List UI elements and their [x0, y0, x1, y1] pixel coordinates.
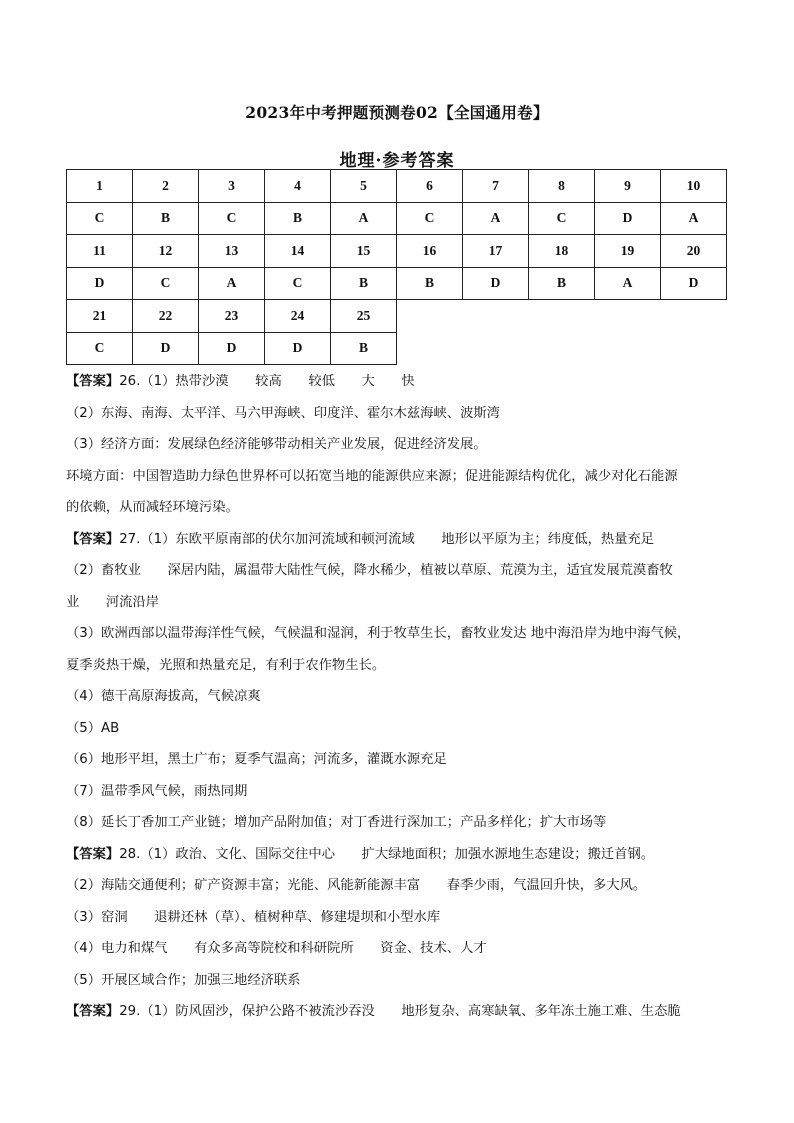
question-number-cell: 8 [529, 170, 595, 203]
answer-text: （6）地形平坦，黑土广布；夏季气温高；河流多，灌溉水源充足 [66, 752, 447, 767]
question-number-cell [397, 300, 463, 333]
answer-cell: B [331, 332, 397, 365]
answer-text: （3）经济方面：发展绿色经济能够带动相关产业发展，促进经济发展。 [66, 437, 487, 452]
question-number-cell: 14 [265, 235, 331, 268]
answer-cell [463, 332, 529, 365]
answer-tag: 【答案】 [66, 846, 120, 862]
question-number-cell [529, 300, 595, 333]
answer-text: （8）延长丁香加工产业链；增加产品附加值；对丁香进行深加工；产品多样化；扩大市场等 [66, 815, 607, 830]
answer-cell: D [265, 332, 331, 365]
answer-text: （4）德干高原海拔高，气候凉爽 [66, 689, 261, 704]
question-number-cell: 1 [67, 170, 133, 203]
answer-text: （2）畜牧业 深居内陆，属温带大陆性气候，降水稀少，植被以草原、荒漠为主，适宜发展荒漠畜牧 [66, 563, 673, 578]
answer-line [66, 618, 736, 650]
answer-cell: D [661, 267, 727, 300]
question-number-cell: 20 [661, 235, 727, 268]
answer-line [66, 366, 736, 398]
question-number-cell [661, 300, 727, 333]
question-number-cell: 12 [133, 235, 199, 268]
question-number-cell: 19 [595, 235, 661, 268]
answer-cell: A [331, 202, 397, 235]
answer-table [66, 169, 727, 365]
answer-text: 业 河流沿岸 [66, 594, 160, 610]
question-number-row [67, 170, 727, 203]
answer-cell: A [199, 267, 265, 300]
answer-line [66, 870, 736, 902]
answer-cell [661, 332, 727, 365]
answer-cell: D [67, 267, 133, 300]
answer-tag: 【答案】 [66, 531, 120, 547]
answer-cell: A [595, 267, 661, 300]
answer-row [67, 202, 727, 235]
answer-cell: D [595, 202, 661, 235]
answer-cell: A [463, 202, 529, 235]
answer-cell: C [529, 202, 595, 235]
answer-line [66, 839, 736, 871]
question-number-row [67, 235, 727, 268]
answer-line [66, 776, 736, 808]
answer-cell [595, 332, 661, 365]
question-number-cell: 6 [397, 170, 463, 203]
answer-text: 26.（1）热带沙漠 较高 较低 大 快 [119, 374, 415, 389]
question-number-cell: 11 [67, 235, 133, 268]
answer-cell: A [661, 202, 727, 235]
answer-cell [397, 332, 463, 365]
answer-row [67, 267, 727, 300]
answer-text: 27.（1）东欧平原南部的伏尔加河流域和顿河流域 地形以平原为主；纬度低，热量充足 [119, 531, 655, 547]
answer-cell: C [67, 332, 133, 365]
question-number-cell: 10 [661, 170, 727, 203]
question-number-cell: 23 [199, 300, 265, 333]
answer-text: （4）电力和煤气 有众多高等院校和科研院所 资金、技术、人才 [66, 941, 487, 956]
answer-cell: D [133, 332, 199, 365]
answer-line [66, 461, 736, 493]
answer-line [66, 587, 736, 619]
answer-cell: D [463, 267, 529, 300]
answer-line [66, 398, 736, 430]
answer-line [66, 933, 736, 965]
question-number-cell: 7 [463, 170, 529, 203]
answer-cell: C [199, 202, 265, 235]
page-title: 2023年中考押题预测卷02【全国通用卷】 [245, 103, 549, 122]
answer-cell: C [133, 267, 199, 300]
answer-text: 29.（1）防风固沙，保护公路不被流沙吞没 地形复杂、高寒缺氧、多年冻土施工难、生态脆 [119, 1004, 681, 1019]
answer-line [66, 650, 736, 682]
answer-cell: B [265, 202, 331, 235]
answer-text: （7）温带季风气候，雨热同期 [66, 783, 248, 799]
answer-text: 的依赖，从而减轻环境污染。 [66, 500, 239, 515]
answer-row [67, 332, 727, 365]
answer-line [66, 902, 736, 934]
question-number-cell: 16 [397, 235, 463, 268]
answer-line [66, 555, 736, 587]
question-number-cell: 4 [265, 170, 331, 203]
question-number-cell: 3 [199, 170, 265, 203]
question-number-cell: 2 [133, 170, 199, 203]
answer-text: （3）欧洲西部以温带海洋性气候，气候温和湿润，利于牧草生长，畜牧业发达 地中海沿岸为地中海气候， [66, 626, 691, 641]
page-subtitle: 地理·参考答案 [339, 151, 455, 171]
question-number-cell: 9 [595, 170, 661, 203]
question-number-cell: 24 [265, 300, 331, 333]
answer-text: （5）开展区域合作；加强三地经济联系 [66, 972, 301, 988]
answer-line [66, 681, 736, 713]
question-number-cell: 13 [199, 235, 265, 268]
answer-tag: 【答案】 [66, 374, 120, 389]
question-number-cell [463, 300, 529, 333]
answer-text: （2）海陆交通便利；矿产资源丰富；光能、风能新能源丰富 春季少雨，气温回升快，多大风。 [66, 878, 647, 893]
answer-line [66, 492, 736, 524]
question-number-cell: 5 [331, 170, 397, 203]
question-number-cell: 22 [133, 300, 199, 333]
answer-line [66, 744, 736, 776]
answer-line [66, 429, 736, 461]
question-number-row [67, 300, 727, 333]
answer-tag: 【答案】 [66, 1004, 120, 1019]
answer-line [66, 996, 736, 1028]
answer-text: 28.（1）政治、文化、国际交往中心 扩大绿地面积；加强水源地生态建设；搬迁首钢。 [119, 846, 655, 862]
answer-line [66, 713, 736, 745]
answer-cell: D [199, 332, 265, 365]
answer-text: （3）窑洞 退耕还林（草）、植树种草、修建堤坝和小型水库 [66, 909, 441, 925]
answer-line [66, 965, 736, 997]
answer-cell [529, 332, 595, 365]
answer-line [66, 524, 736, 556]
answer-cell: B [397, 267, 463, 300]
question-number-cell: 18 [529, 235, 595, 268]
answer-cell: C [265, 267, 331, 300]
answer-text: （2）东海、南海、太平洋、马六甲海峡、印度洋、霍尔木兹海峡、波斯湾 [66, 405, 500, 421]
answer-cell: B [331, 267, 397, 300]
answer-cell: B [529, 267, 595, 300]
question-number-cell: 21 [67, 300, 133, 333]
answer-text: 夏季炎热干燥，光照和热量充足，有利于农作物生长。 [66, 657, 386, 673]
answer-cell: B [133, 202, 199, 235]
answer-line [66, 807, 736, 839]
question-number-cell: 15 [331, 235, 397, 268]
answer-text: （5）AB [66, 720, 120, 736]
question-number-cell: 17 [463, 235, 529, 268]
question-number-cell: 25 [331, 300, 397, 333]
question-number-cell [595, 300, 661, 333]
answer-cell: C [397, 202, 463, 235]
answer-cell: C [67, 202, 133, 235]
answer-body [66, 366, 736, 1028]
answer-text: 环境方面：中国智造助力绿色世界杯可以拓宽当地的能源供应来源；促进能源结构优化，减少对化石能源 [66, 468, 678, 484]
